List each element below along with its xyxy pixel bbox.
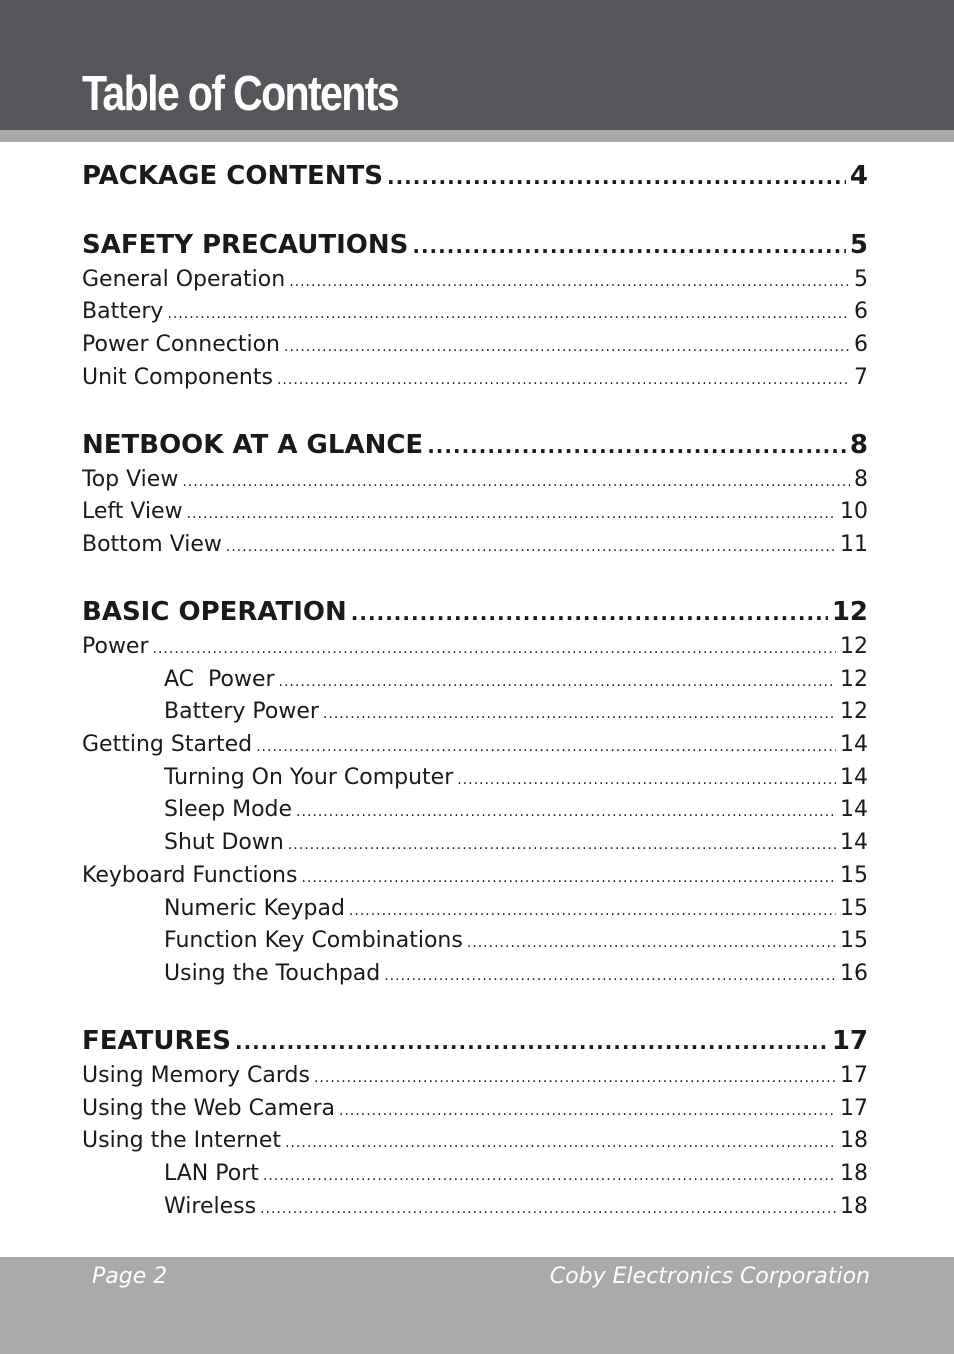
toc-dot-leader <box>301 863 836 893</box>
toc-entry-page: 18 <box>840 1161 868 1186</box>
toc-dot-leader <box>288 830 836 860</box>
toc-entry-general-operation[interactable] <box>82 265 868 297</box>
toc-entry-page: 12 <box>840 634 868 659</box>
toc-entry-page: 8 <box>854 467 868 492</box>
toc-entry-label: Shut Down <box>164 830 284 855</box>
toc-entry-label: Numeric Keypad <box>164 896 345 921</box>
toc-dot-leader <box>314 1063 836 1093</box>
toc-entry-lan-port[interactable] <box>164 1159 868 1191</box>
toc-entry-page: 7 <box>854 365 868 390</box>
toc-entry-label: Using Memory Cards <box>82 1063 310 1088</box>
toc-entry-page: 11 <box>840 532 868 557</box>
toc-entry-label: LAN Port <box>164 1161 259 1186</box>
toc-dot-leader <box>182 467 850 497</box>
toc-dot-leader <box>296 797 836 827</box>
toc-dot-leader <box>351 597 828 629</box>
toc-entry-page: 17 <box>831 1026 868 1056</box>
toc-entry-left-view[interactable] <box>82 497 868 529</box>
toc-entry-label: PACKAGE CONTENTS <box>82 161 383 191</box>
toc-entry-page: 18 <box>840 1194 868 1219</box>
toc-entry-page: 18 <box>840 1128 868 1153</box>
toc-dot-leader <box>387 161 846 193</box>
toc-entry-numeric-keypad[interactable] <box>164 894 868 926</box>
toc-entry-page: 4 <box>849 161 868 191</box>
toc-entry-using-the-web-camera[interactable] <box>82 1094 868 1126</box>
toc-entry-page: 14 <box>840 830 868 855</box>
toc-entry-label: Power Connection <box>82 332 280 357</box>
toc-entry-battery[interactable] <box>82 297 868 329</box>
toc-dot-leader <box>467 928 836 958</box>
toc-dot-leader <box>339 1096 836 1126</box>
toc-entry-label: Using the Web Camera <box>82 1096 335 1121</box>
toc-dot-leader <box>285 1128 836 1158</box>
toc-entry-page: 15 <box>840 863 868 888</box>
toc-entry-page: 17 <box>840 1096 868 1121</box>
toc-entry-label: Sleep Mode <box>164 797 293 822</box>
toc-entry-page: 5 <box>849 230 868 260</box>
toc-entry-page: 14 <box>840 765 868 790</box>
toc-entry-features[interactable] <box>82 1025 868 1058</box>
toc-dot-leader <box>167 299 850 329</box>
toc-entry-safety-precautions[interactable] <box>82 229 868 262</box>
toc-dot-leader <box>427 430 846 462</box>
toc-dot-leader <box>457 765 836 795</box>
toc-entry-label: BASIC OPERATION <box>82 597 347 627</box>
toc-entry-label: AC Power <box>164 667 275 692</box>
toc-entry-label: Using the Internet <box>82 1128 282 1153</box>
toc-entry-page: 16 <box>840 961 868 986</box>
toc-entry-basic-operation[interactable] <box>82 596 868 629</box>
toc-entry-label: General Operation <box>82 267 286 292</box>
toc-entry-bottom-view[interactable] <box>82 530 868 562</box>
toc-entry-getting-started[interactable] <box>82 730 868 762</box>
toc-dot-leader <box>279 667 836 697</box>
toc-entry-label: Getting Started <box>82 732 253 757</box>
toc-dot-leader <box>153 634 836 664</box>
toc-entry-wireless[interactable] <box>164 1192 868 1224</box>
toc-entry-package-contents[interactable] <box>82 160 868 193</box>
toc-entry-page: 6 <box>854 299 868 324</box>
toc-entry-label: FEATURES <box>82 1026 231 1056</box>
toc-entry-top-view[interactable] <box>82 465 868 497</box>
footer-page-number: Page 2 <box>92 1264 168 1289</box>
toc-dot-leader <box>384 961 836 991</box>
toc-entry-using-the-internet[interactable] <box>82 1126 868 1158</box>
toc-entry-page: 12 <box>831 597 868 627</box>
toc-entry-label: Wireless <box>164 1194 257 1219</box>
toc-entry-battery-power[interactable] <box>164 697 868 729</box>
toc-entry-page: 15 <box>840 896 868 921</box>
toc-dot-leader <box>412 230 846 262</box>
toc-entry-label: NETBOOK AT A GLANCE <box>82 430 424 460</box>
toc-entry-page: 10 <box>840 499 868 524</box>
toc-entry-page: 8 <box>849 430 868 460</box>
toc-dot-leader <box>284 332 850 362</box>
toc-entry-power-connection[interactable] <box>82 330 868 362</box>
toc-entry-page: 5 <box>854 267 868 292</box>
toc-dot-leader <box>323 699 836 729</box>
toc-entry-sleep-mode[interactable] <box>164 795 868 827</box>
toc-entry-unit-components[interactable] <box>82 363 868 395</box>
toc-entry-label: Keyboard Functions <box>82 863 298 888</box>
toc-dot-leader <box>277 365 850 395</box>
toc-entry-page: 12 <box>840 699 868 724</box>
toc-entry-label: Unit Components <box>82 365 273 390</box>
toc-entry-page: 17 <box>840 1063 868 1088</box>
toc-dot-leader <box>349 896 836 926</box>
toc-entry-shut-down[interactable] <box>164 828 868 860</box>
toc-entry-turning-on-your-computer[interactable] <box>164 763 868 795</box>
toc-entry-page: 12 <box>840 667 868 692</box>
toc-dot-leader <box>256 732 836 762</box>
toc-dot-leader <box>289 267 850 297</box>
toc-entry-netbook-at-a-glance[interactable] <box>82 429 868 462</box>
toc-dot-leader <box>187 499 836 529</box>
footer-company-name: Coby Electronics Corporation <box>549 1264 870 1289</box>
toc-entry-label: Function Key Combinations <box>164 928 463 953</box>
toc-entry-keyboard-functions[interactable] <box>82 861 868 893</box>
toc-entry-power[interactable] <box>82 632 868 664</box>
page-title: Table of Contents <box>82 67 398 121</box>
toc-dot-leader <box>260 1194 836 1224</box>
toc-dot-leader <box>226 532 836 562</box>
toc-entry-page: 6 <box>854 332 868 357</box>
toc-entry-label: Battery Power <box>164 699 319 724</box>
toc-entry-function-key-combinations[interactable] <box>164 926 868 958</box>
toc-entry-label: SAFETY PRECAUTIONS <box>82 230 409 260</box>
toc-entry-ac-power[interactable] <box>164 665 868 697</box>
toc-entry-page: 15 <box>840 928 868 953</box>
toc-entry-page: 14 <box>840 797 868 822</box>
toc-entry-label: Using the Touchpad <box>164 961 381 986</box>
toc-entry-page: 14 <box>840 732 868 757</box>
toc-entry-label: Top View <box>82 467 179 492</box>
toc-entry-label: Battery <box>82 299 164 324</box>
toc-dot-leader <box>263 1161 836 1191</box>
toc-entry-label: Left View <box>82 499 183 524</box>
toc-entry-label: Turning On Your Computer <box>164 765 454 790</box>
toc-dot-leader <box>235 1026 828 1058</box>
header-rule <box>0 130 954 142</box>
toc-entry-label: Power <box>82 634 149 659</box>
toc-entry-using-the-touchpad[interactable] <box>164 959 868 991</box>
toc-entry-label: Bottom View <box>82 532 222 557</box>
toc-entry-using-memory-cards[interactable] <box>82 1061 868 1093</box>
